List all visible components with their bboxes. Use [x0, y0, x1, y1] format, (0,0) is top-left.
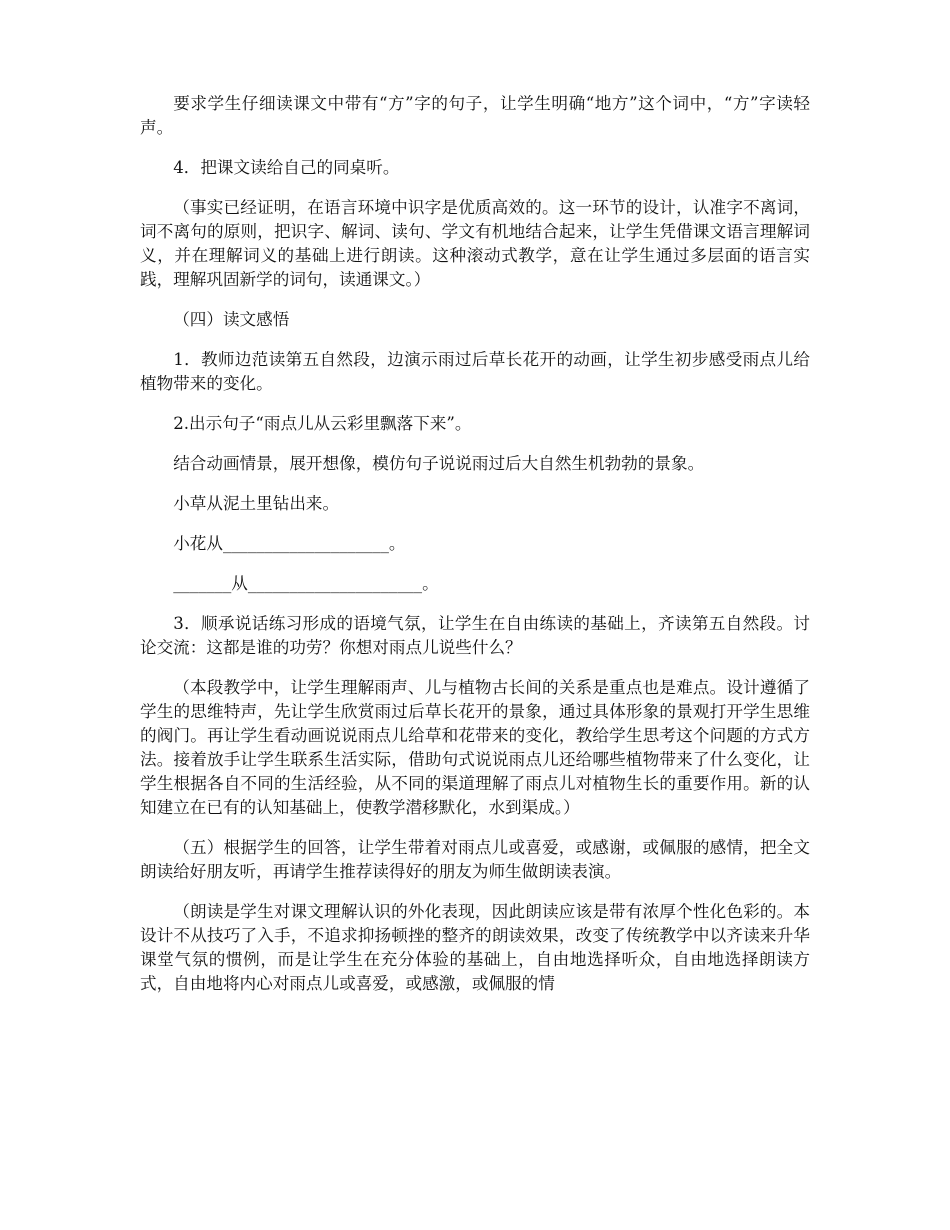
fill-blank-open: _______从_____________________。	[173, 574, 439, 593]
paragraph-light-tone: 要求学生仔细读课文中带有“方”字的句子，让学生明确“地方”这个词中，“方”字读轻声。	[140, 94, 810, 137]
paragraph-step-1: 1．教师边范读第五自然段，边演示雨过后草长花开的动画，让学生初步感受雨点儿给植物带来的变化。	[140, 350, 810, 393]
paragraph-step-3: 3．顺承说话练习形成的语境气氛，让学生在自由练读的基础上，齐读第五自然段。讨论交流：这都是谁的功劳？你想对雨点儿说些什么？	[140, 614, 810, 657]
section-heading-five: （五）根据学生的回答，让学生带着对雨点儿或喜爱，或感谢，或佩服的感情，把全文朗读给好朋友听，再请学生推荐读得好的朋友为师生做朗读表演。	[140, 838, 810, 881]
document-page	[140, 92, 810, 996]
paragraph-reading-note: （朗读是学生对课文理解认识的外化表现，因此朗读应该是带有浓厚个性化色彩的。本设计不从技巧了入手，不追求抑扬顿挫的整齐的朗读效果，改变了传统教学中以齐读来升华课堂气氛的惯例，而是让学生在充分体验的基础上，自由地选择听众，自由地选择朗读方式，自由地将内心对雨点儿或喜爱，或感激，或佩服的情	[140, 902, 810, 993]
paragraph-literacy-note: （事实已经证明，在语言环境中识字是优质高效的。这一环节的设计，认准字不离词，词不离句的原则，把识字、解词、读句、学文有机地结合起来，让学生凭借课文语言理解词义，并在理解词义的基础上进行朗读。这种滚动式教学，意在让学生通过多层面的语言实践，理解巩固新学的词句，读通课文。）	[140, 198, 810, 289]
paragraph-step-2: 2.出示句子“雨点儿从云彩里飘落下来”。	[173, 414, 472, 433]
paragraph-teaching-note: （本段教学中，让学生理解雨声、儿与植物古长间的关系是重点也是难点。设计遵循了学生的思维特声，先让学生欣赏雨过后草长花开的景象，通过具体形象的景观打开学生思维的阀门。再让学生看动画说说雨点儿给草和花带来的变化，教给学生思考这个问题的方式方法。接着放手让学生联系生活实际，借助句式说说雨点儿还给哪些植物带来了什么变化，让学生根据各自不同的生活经验，从不同的渠道理解了雨点儿对植物生长的重要作用。新的认知建立在已有的认知基础上，使教学潜移默化，水到渠成。）	[140, 678, 810, 817]
paragraph-imagine: 结合动画情景，展开想像，模仿句子说说雨过后大自然生机勃勃的景象。	[173, 454, 705, 473]
example-sentence-grass: 小草从泥土里钻出来。	[173, 494, 340, 513]
section-heading-reading: （四）读文感悟	[173, 310, 290, 329]
fill-blank-flower: 小花从____________________。	[173, 534, 406, 553]
paragraph-step-4: 4．把课文读给自己的同桌听。	[173, 158, 400, 177]
